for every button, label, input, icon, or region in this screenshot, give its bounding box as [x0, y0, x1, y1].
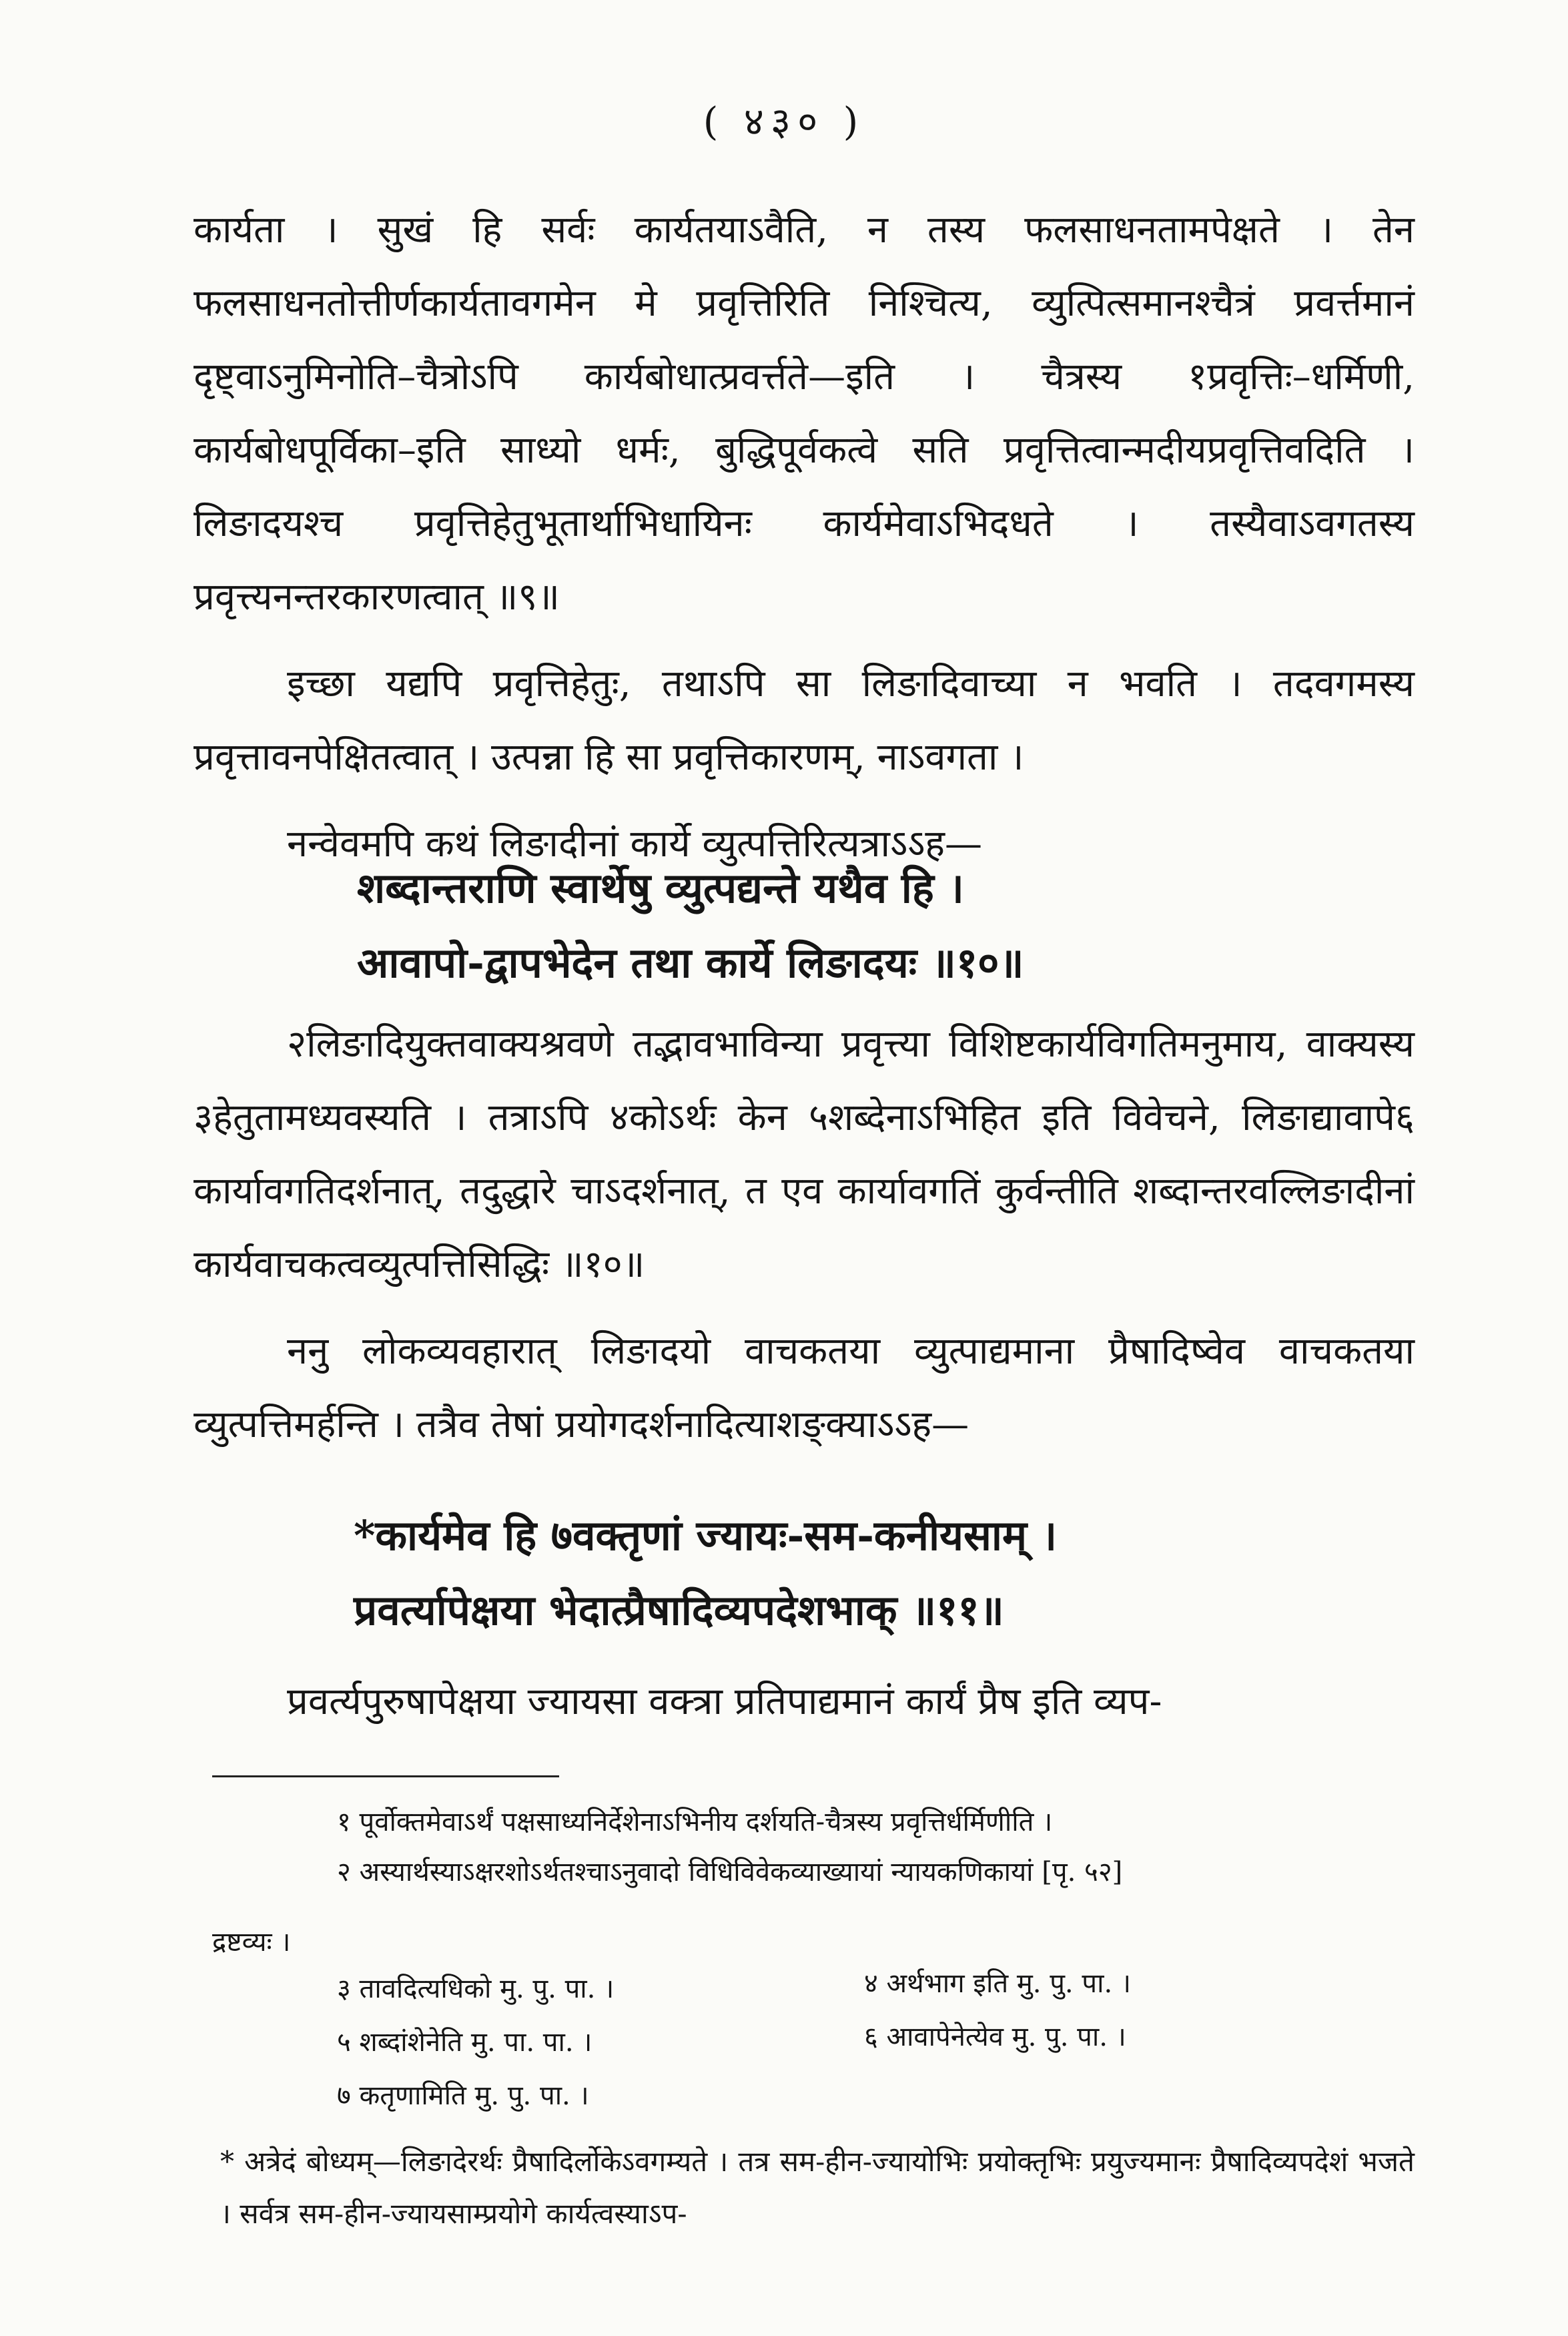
body-block-3 — [193, 1665, 1415, 1739]
footnote-1: १ पूर्वोक्तमेवाऽर्थं पक्षसाध्यनिर्देशेनाऽभिनीय दर्शयति-चैत्रस्य प्रवृत्तिर्धर्मिणीति । — [337, 1807, 1053, 1837]
paragraph-5: ननु लोकव्यवहारात् लिङादयो वाचकतया व्युत्पाद्यमाना प्रैषादिष्वेव वाचकतया व्युत्पत्तिमर्हन्ति । तत्रैव तेषां प्रयोगदर्शनादित्याशङ्क्याऽऽह— — [193, 1330, 1415, 1446]
footnote-rule — [212, 1775, 559, 1777]
footnote-6: ६ आवापेनेत्येव मु. पु. पा. । — [864, 2022, 1126, 2052]
paragraph-2: इच्छा यद्यपि प्रवृत्तिहेतुः, तथाऽपि सा लिङादिवाच्या न भवति । तदवगमस्य प्रवृत्तावनपेक्षितत्वात् । उत्पन्ना हि सा प्रवृत्तिकारणम्, नाऽवगता । — [193, 662, 1415, 779]
verse-10-line-1: शब्दान्तराणि स्वार्थेषु व्युत्पद्यन्ते यथैव हि । — [357, 864, 964, 912]
paragraph-4: २लिङादियुक्तवाक्यश्रवणे तद्भावभाविन्या प्रवृत्त्या विशिष्टकार्यविगतिमनुमाय, वाक्यस्य ३हेतुतामध्यवस्यति । तत्राऽपि ४कोऽर्थः केन ५शब्देनाऽभिहित इति विवेचने, लिङाद्यावापे६ कार्यावगतिदर्शनात्, तदुद्धारे चाऽदर्शनात्, त एव कार्यावगतिं कुर्वन्तीति शब्दान्तरवल्लिङादीनां कार्यवाचकत्वव्युत्पत्तिसिद्धिः ॥१०॥ — [193, 1023, 1415, 1286]
body-block-2 — [193, 1008, 1415, 1462]
verse-11 — [193, 1498, 1415, 1648]
verse-11-line-1: *कार्यमेव हि ७वक्तृणां ज्यायः-सम-कनीयसाम् । — [354, 1511, 1058, 1560]
footnote-5: ५ शब्दांशेनेति मु. पा. पा. । — [337, 2027, 593, 2058]
verse-10-line-2: आवापो-द्वापभेदेन तथा कार्ये लिङादयः ॥१०॥ — [357, 938, 1024, 987]
body-block-1 — [193, 194, 1415, 881]
verse-10 — [193, 851, 1415, 1000]
paragraph-6: प्रवर्त्यपुरुषापेक्षया ज्यायसा वक्त्रा प्रतिपाद्यमानं कार्यं प्रैष इति व्यप- — [287, 1680, 1162, 1723]
footnote-2: २ अस्यार्थस्याऽक्षरशोऽर्थतश्चाऽनुवादो विधिविवेकव्याख्यायां न्यायकणिकायां [पृ. ५२] — [337, 1857, 1123, 1887]
verse-11-line-2: प्रवर्त्यापेक्षया भेदात्प्रैषादिव्यपदेशभाक् ॥११॥ — [354, 1586, 1004, 1635]
footnote-2-continued: द्रष्टव्यः । — [212, 1927, 291, 1958]
paragraph-3: नन्वेवमपि कथं लिङादीनां कार्ये व्युत्पत्तिरित्यत्राऽऽह— — [287, 822, 983, 866]
paragraph-1: कार्यता । सुखं हि सर्वः कार्यतयाऽवैति, न तस्य फलसाधनतामपेक्षते । तेन फलसाधनतोत्तीर्णकार्यतावगमेन मे प्रवृत्तिरिति निश्चित्य, व्युत्पित्समानश्चैत्रं प्रवर्त्तमानं दृष्ट्वाऽनुमिनोति–चैत्रोऽपि कार्यबोधात्प्रवर्त्तते—इति । चैत्रस्य १प्रवृत्तिः–धर्मिणी, कार्यबोधपूर्विका–इति साध्यो धर्मः, बुद्धिपूर्वकत्वे सति प्रवृत्तित्वान्मदीयप्रवृत्तिवदिति । लिङादयश्च प्रवृत्तिहेतुभूतार्थाभिधायिनः कार्यमेवाऽभिदधते । तस्यैवाऽवगतस्य प्रवृत्त्यनन्तरकारणत्वात् ॥९॥ — [193, 208, 1415, 619]
star-note: * अत्रेदं बोध्यम्—लिङादेरर्थः प्रैषादिर्लोकेऽवगम्यते । तत्र सम-हीन-ज्यायोभिः प्रयोक्तृभिः प्रयुज्यमानः प्रैषादिव्यपदेशं भजते । सर्वत्र सम-हीन-ज्यायसाम्प्रयोगे कार्यत्वस्याऽप- — [220, 2145, 1415, 2230]
footnote-4: ४ अर्थभाग इति मु. पु. पा. । — [864, 1968, 1132, 1999]
page-number: ( ४३० ) — [703, 99, 865, 144]
footnote-7: ७ कतृणामिति मु. पु. पा. । — [337, 2080, 589, 2111]
footnote-3: ३ तावदित्यधिको मु. पु. पा. । — [337, 1974, 615, 2004]
